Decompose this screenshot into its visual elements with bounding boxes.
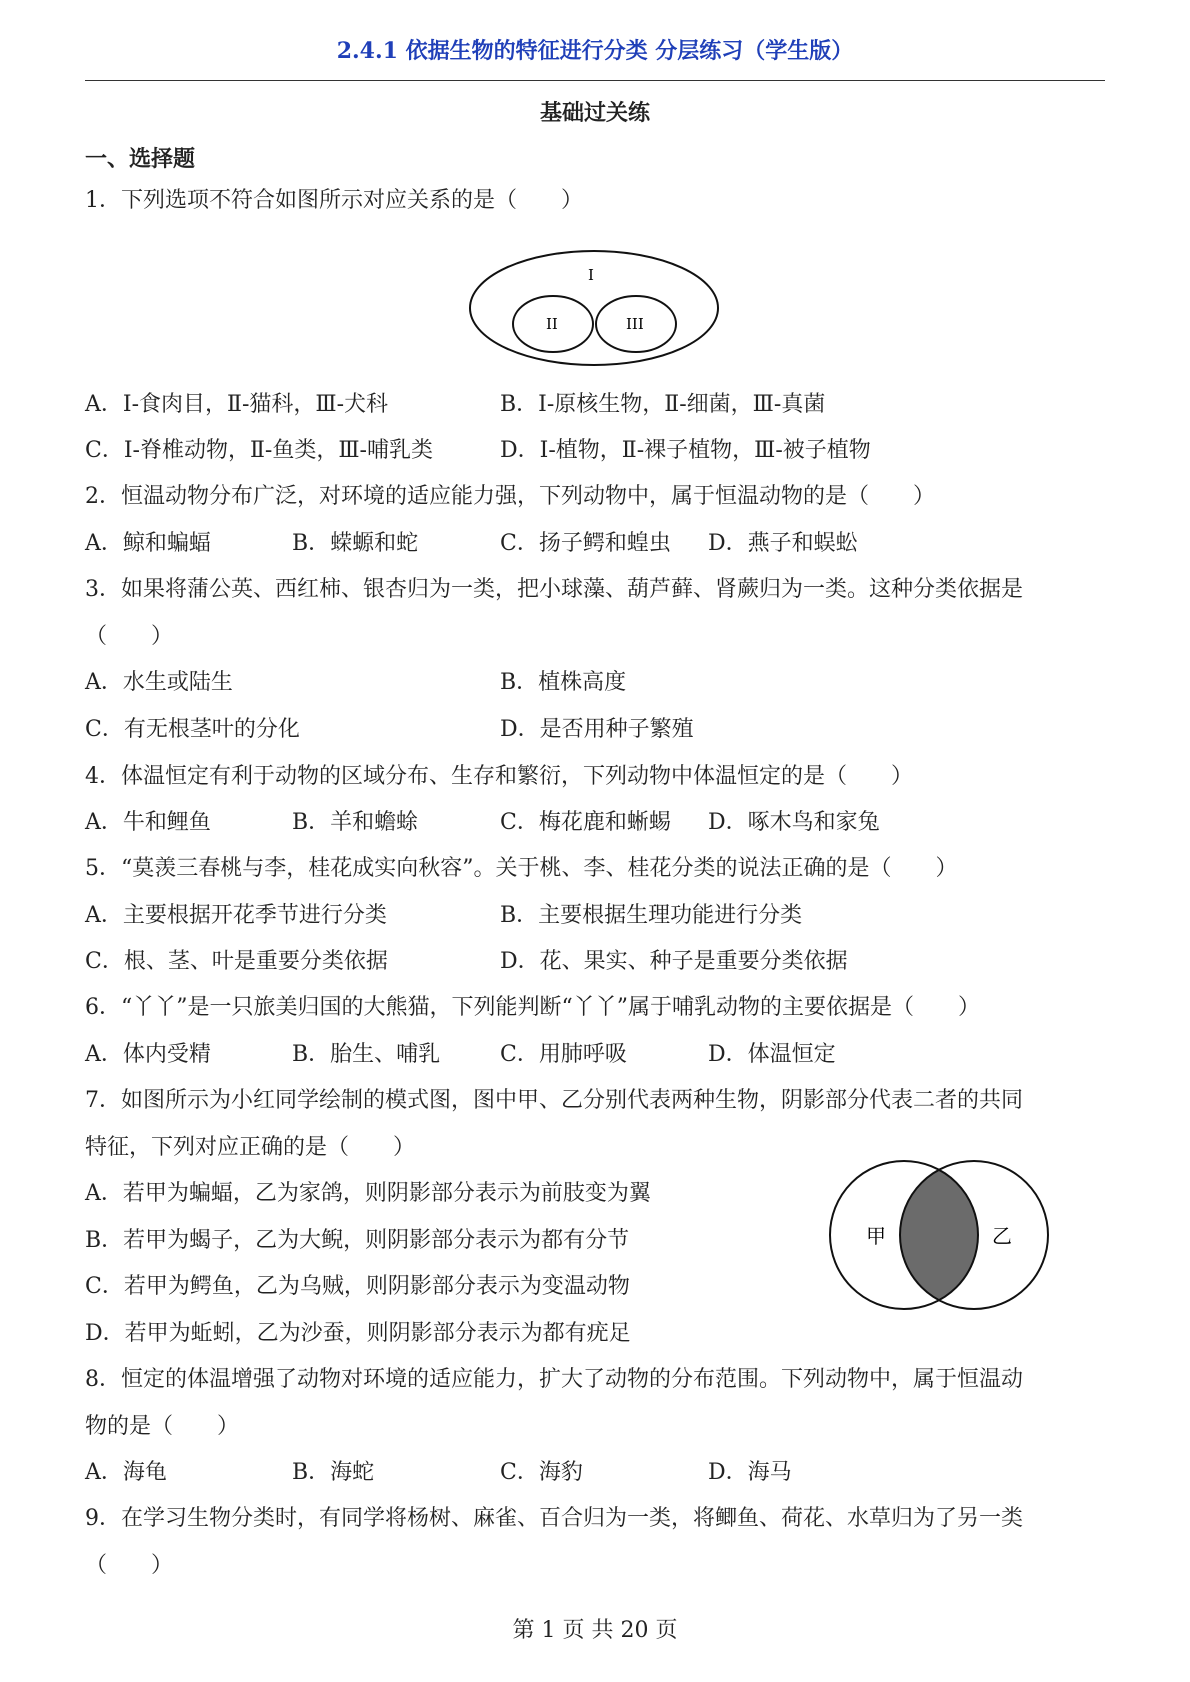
ellipse-left-label: II xyxy=(546,315,558,333)
question-6-option-d: D．体温恒定 xyxy=(708,1042,836,1067)
question-9-stem: 9．在学习生物分类时，有同学将杨树、麻雀、百合归为一类，将鲫鱼、荷花、水草归为了另一类 xyxy=(85,1506,1024,1531)
question-2-option-c: C．扬子鳄和蝗虫 xyxy=(500,531,671,556)
ellipse-outer-label: I xyxy=(588,266,594,284)
question-1-option-a: A．I-食肉目，Ⅱ-猫科，Ⅲ-犬科 xyxy=(85,392,389,417)
question-4-option-b: B．羊和蟾蜍 xyxy=(292,810,419,835)
question-2-stem: 2．恒温动物分布广泛，对环境的适应能力强，下列动物中，属于恒温动物的是（ ） xyxy=(85,484,935,509)
question-1-option-d: D．I-植物，Ⅱ-裸子植物，Ⅲ-被子植物 xyxy=(500,438,871,463)
question-6-option-b: B．胎生、哺乳 xyxy=(292,1042,441,1067)
question-5-option-d: D．花、果实、种子是重要分类依据 xyxy=(500,949,848,974)
question-5-stem: 5．“莫羡三春桃与李，桂花成实向秋容”。关于桃、李、桂花分类的说法正确的是（ ） xyxy=(85,856,958,881)
ellipse-outer xyxy=(470,251,718,365)
question-2-option-b: B．蝾螈和蛇 xyxy=(292,531,419,556)
question-5-option-a: A．主要根据开花季节进行分类 xyxy=(85,903,387,928)
question-7-option-b: B．若甲为蝎子，乙为大鲵，则阴影部分表示为都有分节 xyxy=(85,1228,630,1253)
page-footer: 第 1 页 共 20 页 xyxy=(512,1618,678,1643)
question-6-option-c: C．用肺呼吸 xyxy=(500,1042,627,1067)
question-3-option-c: C．有无根茎叶的分化 xyxy=(85,717,300,742)
question-1-option-c: C．I-脊椎动物，Ⅱ-鱼类，Ⅲ-哺乳类 xyxy=(85,438,433,463)
question-8-stem: 8．恒定的体温增强了动物对环境的适应能力，扩大了动物的分布范围。下列动物中，属于恒温动 xyxy=(85,1367,1024,1392)
question-2-option-a: A．鲸和蝙蝠 xyxy=(85,531,211,556)
question-8-option-c: C．海豹 xyxy=(500,1460,583,1485)
question-8-option-d: D．海马 xyxy=(708,1460,792,1485)
question-1-option-b: B．I-原核生物，Ⅱ-细菌，Ⅲ-真菌 xyxy=(500,392,826,417)
part-title: 一、选择题 xyxy=(85,146,196,172)
question-5-option-b: B．主要根据生理功能进行分类 xyxy=(500,903,803,928)
question-4-option-c: C．梅花鹿和蜥蜴 xyxy=(500,810,671,835)
question-3-stem: 3．如果将蒲公英、西红柿、银杏归为一类，把小球藻、葫芦藓、肾蕨归为一类。这种分类依据是 xyxy=(85,577,1024,602)
question-7-option-d: D．若甲为蚯蚓，乙为沙蚕，则阴影部分表示为都有疣足 xyxy=(85,1321,631,1346)
question-1-diagram xyxy=(468,248,720,368)
question-6-stem: 6．“丫丫”是一只旅美归国的大熊猫，下列能判断“丫丫”属于哺乳动物的主要依据是（ ） xyxy=(85,995,980,1020)
venn-left-label: 甲 xyxy=(866,1224,886,1248)
question-3-option-d: D．是否用种子繁殖 xyxy=(500,717,694,742)
question-2-option-d: D．燕子和蜈蚣 xyxy=(708,531,858,556)
question-1-stem: 1．下列选项不符合如图所示对应关系的是（ ） xyxy=(85,188,583,213)
question-7-stem-continued: 特征，下列对应正确的是（ ） xyxy=(85,1135,416,1160)
question-9-stem-continued: （ ） xyxy=(85,1553,174,1578)
section-title: 基础过关练 xyxy=(539,100,650,126)
document-header-title: 2.4.1 依据生物的特征进行分类 分层练习（学生版） xyxy=(336,38,854,64)
question-8-option-b: B．海蛇 xyxy=(292,1460,375,1485)
ellipse-right-label: III xyxy=(626,315,644,333)
question-6-option-a: A．体内受精 xyxy=(85,1042,211,1067)
question-3-option-b: B．植株高度 xyxy=(500,670,627,695)
question-4-option-a: A．牛和鲤鱼 xyxy=(85,810,211,835)
question-7-venn-diagram xyxy=(826,1160,1052,1310)
question-7-option-c: C．若甲为鳄鱼，乙为乌贼，则阴影部分表示为变温动物 xyxy=(85,1274,630,1299)
question-3-option-a: A．水生或陆生 xyxy=(85,670,233,695)
question-5-option-c: C．根、茎、叶是重要分类依据 xyxy=(85,949,388,974)
header-divider xyxy=(85,80,1105,81)
question-7-option-a: A．若甲为蝙蝠，乙为家鸽，则阴影部分表示为前肢变为翼 xyxy=(85,1181,651,1206)
question-4-stem: 4．体温恒定有利于动物的区域分布、生存和繁衍，下列动物中体温恒定的是（ ） xyxy=(85,764,913,789)
question-4-option-d: D．啄木鸟和家兔 xyxy=(708,810,880,835)
question-7-stem: 7．如图所示为小红同学绘制的模式图，图中甲、乙分别代表两种生物，阴影部分代表二者的共同 xyxy=(85,1088,1024,1113)
question-3-stem-continued: （ ） xyxy=(85,624,174,649)
venn-right-label: 乙 xyxy=(992,1224,1012,1248)
question-8-option-a: A．海龟 xyxy=(85,1460,167,1485)
question-8-stem-continued: 物的是（ ） xyxy=(85,1414,240,1439)
